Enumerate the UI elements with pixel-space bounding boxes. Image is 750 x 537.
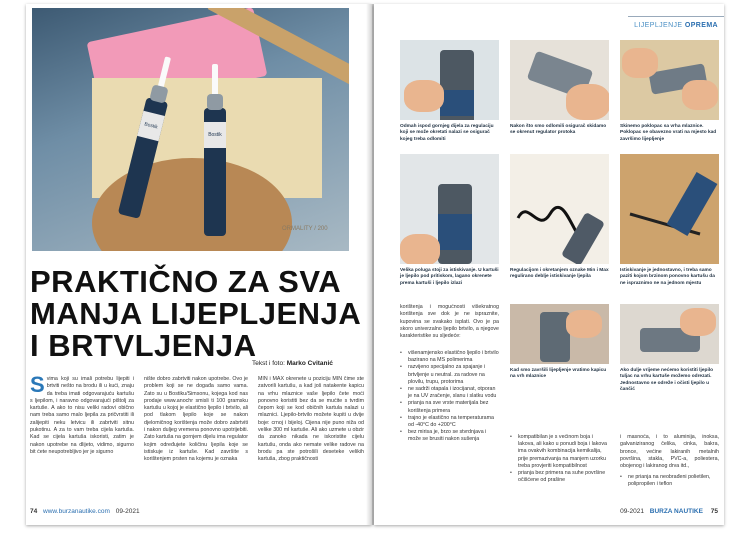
list-item: • bez mirisa je, brzo se stvrdnjava i može se brusiti nakon sušenja [406,429,500,443]
step-photo-4 [400,154,499,264]
section-name: OPREMA [684,22,718,29]
title-line-1: PRAKTIČNO ZA SVA [30,264,342,299]
list-item: • ne prianja na neobrađeni polietilen, polipropilen i teflon [626,474,720,488]
list-item: • trajno je elastično na temperaturama od -40°C do +200°C [406,415,500,429]
folio-date: 09-2021 [620,508,644,515]
left-page [26,4,372,525]
step-photo-3 [620,40,719,120]
title-line-2: MANJA LIJEPLJENJA [30,296,362,331]
adhesive-bead-line [620,154,719,264]
article-title [30,266,365,362]
section-header [634,22,718,29]
step-caption-4: Velika poluga stoji za istiskivanje. U kartuši je ljepilo pod pritiskom, lagano okrenete prema kartuši i ljepilo izlazi [400,268,499,286]
title-line-3: I BRTVLJENJA [30,328,257,363]
drop-cap: S [30,372,45,397]
board-marking-text: ORMALITY / 200 [282,226,328,232]
column-1-text: vima koji su imali potrebu lijepiti i brtviti nešto na brodu ili u kući, znaju da treba imati odgovarajuću kartušu s ljepilom, i naravno odgovarajući pištolj za kartuše. A ako to nisu veliki radovi obično nam treba samo malo ljepila za pričvrstiti ili zalijepiti neku letvicu ili zabrtviti sitnu pukotinu. A za to vam treba cijela kartuša. Kad se cijela kartuša iskoristi, zatim je nakon upotrebe na dlijeto, vidimo, sigurno bit ćete neupotrebljivo jer je sigurno [30,376,134,455]
step-photo-7 [510,304,609,364]
right-folio [620,508,718,515]
byline-author: Marko Cvitanić [286,360,333,367]
properties-list-a [400,350,500,444]
list-item: • kompatibilan je s većinom boja i lakova, ali kako u ponudi boja i lakova ima ovakvih kombinacija kemikalija, prije premazivanja na manjem uzorku treba provjeriti kompatibilnost [516,434,610,470]
column-3-text: MIN i MAX okrenete u poziciju MIN čime ste zatvorili kartušu, a kad još natakente kapicu na vrhu mlaznice vaše ljepilo čete moći ponovno koristiti bez da se mućite s tvrdim čepom koji se kod običnih kartula nalazi u mlaznici. Ljepilo-brtvilo možete kupiti u dvije boje: crnoj i bijeloj. Cijena nije puno niža od velike 300 ml kartuše. Ali ako uzmete u obzir da zanoko nikada ne iskoristite cijelu kartušu, onda ako nemate velike radove na brodu pa ste potrošili deseteke velikih kartuša, zbog praktičnosti [258,376,364,463]
body-column-3 [258,376,364,464]
step-photo-2 [510,40,609,120]
step-caption-3: Skinemo poklopac sa vrha mlaznice. Poklopac se obavezno vrati na mjesto kad završimo lijepljenje [620,124,717,142]
right-column-c-text: i masnoća, i to aluminija, inoksa, galvaniziranog čelika, cinka, bakra, bronce, većine lakiranih metalnih površina, stakla, PVC-a, poliestera, obojenog i lakiranog drva itd., [620,434,719,470]
right-page [374,4,724,525]
step-caption-1: Odmah ispod gornjeg dijela za regulaciju koji se može okretati nalazi se osigurač kojeg treba odlomiti [400,124,494,142]
step-caption-8: Ako dulje vrijeme nećemo koristiti ljepilo tuljac na vrhu kartuše možemo odrezati. Jednostavno se odreže i očisti ljepilo u čančić [620,368,714,393]
list-item: • višenamjensko elastično ljepilo i brtvilo bazirano na MS polimerima [406,350,500,364]
properties-list-c [620,474,720,488]
left-folio [30,508,140,515]
folio-site: www.burzanautike.com [43,508,110,515]
tube-brand-label: Bostik [137,111,165,142]
step-caption-6: Istiskivanje je jednostavno, i treba samo paziti kojom brzinom ponovno kartušu da ne ispraznimo ne na jednom mjestu [620,268,715,286]
byline [252,360,333,367]
step-photo-8 [620,304,719,364]
folio-date: 09-2021 [115,508,140,515]
step-caption-5: Regulacijom i okretanjem oznake Min i Max regulirano deblje istiskivanje ljepila [510,268,609,280]
folio-site: BURZA NAUTIKE [649,508,703,515]
column-2-text: nište dobro zabrtviti nakon upotrebe. Ovo je problem koji se ne događa samo vama. Zato su u Bostiku/Simsonu, kojega kod nas prodaje www.anochr smisli ti 100 gramsku kartušu u kojoj je elastično ljepilo i brtvilo, ali pod tlakom ljepilo koje se nakon djelomičnog korištenja može dobro zabrtviti i nakon duljeg vremena ponovno upotrijebiti. Zato kartuša na gornjem dijelu ima regulator kojim određujete količinu ljepila koje se istiskuje iz kartuše. Kad završite s korištenjem prsten na kojemu je oznaka [144,376,248,463]
list-item: • prianja bez primera na suhe površine očišćene od prašine [516,470,610,484]
body-column-2 [144,376,248,464]
step-photo-1 [400,40,499,120]
byline-label: Tekst i foto: [252,360,285,367]
section-topic: LIJEPLJENJE [634,22,683,29]
step-caption-2: Nakon što smo odlomili osigurač skidamo se okrenut regulator protoka [510,124,607,136]
page-number: 75 [710,508,718,515]
list-item: • razvijeno specijalno za spajanje i brtvljenje u neutral. za radove na plovilu, trupu, protorima [406,364,500,386]
adhesive-tube-right [204,108,226,236]
body-column-1 [30,372,134,456]
page-number: 74 [30,508,38,515]
step-photo-5 [510,154,609,264]
adhesive-bead-line [510,154,609,264]
hero-photo [32,8,349,251]
right-body-intro: korištenja i mogućnosti višekratnog korištenja sve dok je ne ispraznite, kupovina se svakako isplati. Ovo je pa skoro univerzalno ljepilo brtvilo, a njegove karakteristike su sljedeće: [400,304,499,340]
list-item: • ne sadrži otapala i izocijanat, otporan je na UV zračenje, slanu i slatku vodu [406,386,500,400]
list-item: • prianja na sve vrste materijala bez korištenja primera [406,400,500,414]
properties-list-b [510,434,610,484]
tube-brand-label: Bostik [204,122,226,148]
step-caption-7: Kad smo završili lijepljenje vratimo kapicu na vrh mlaznice [510,368,607,380]
step-photo-6 [620,154,719,264]
